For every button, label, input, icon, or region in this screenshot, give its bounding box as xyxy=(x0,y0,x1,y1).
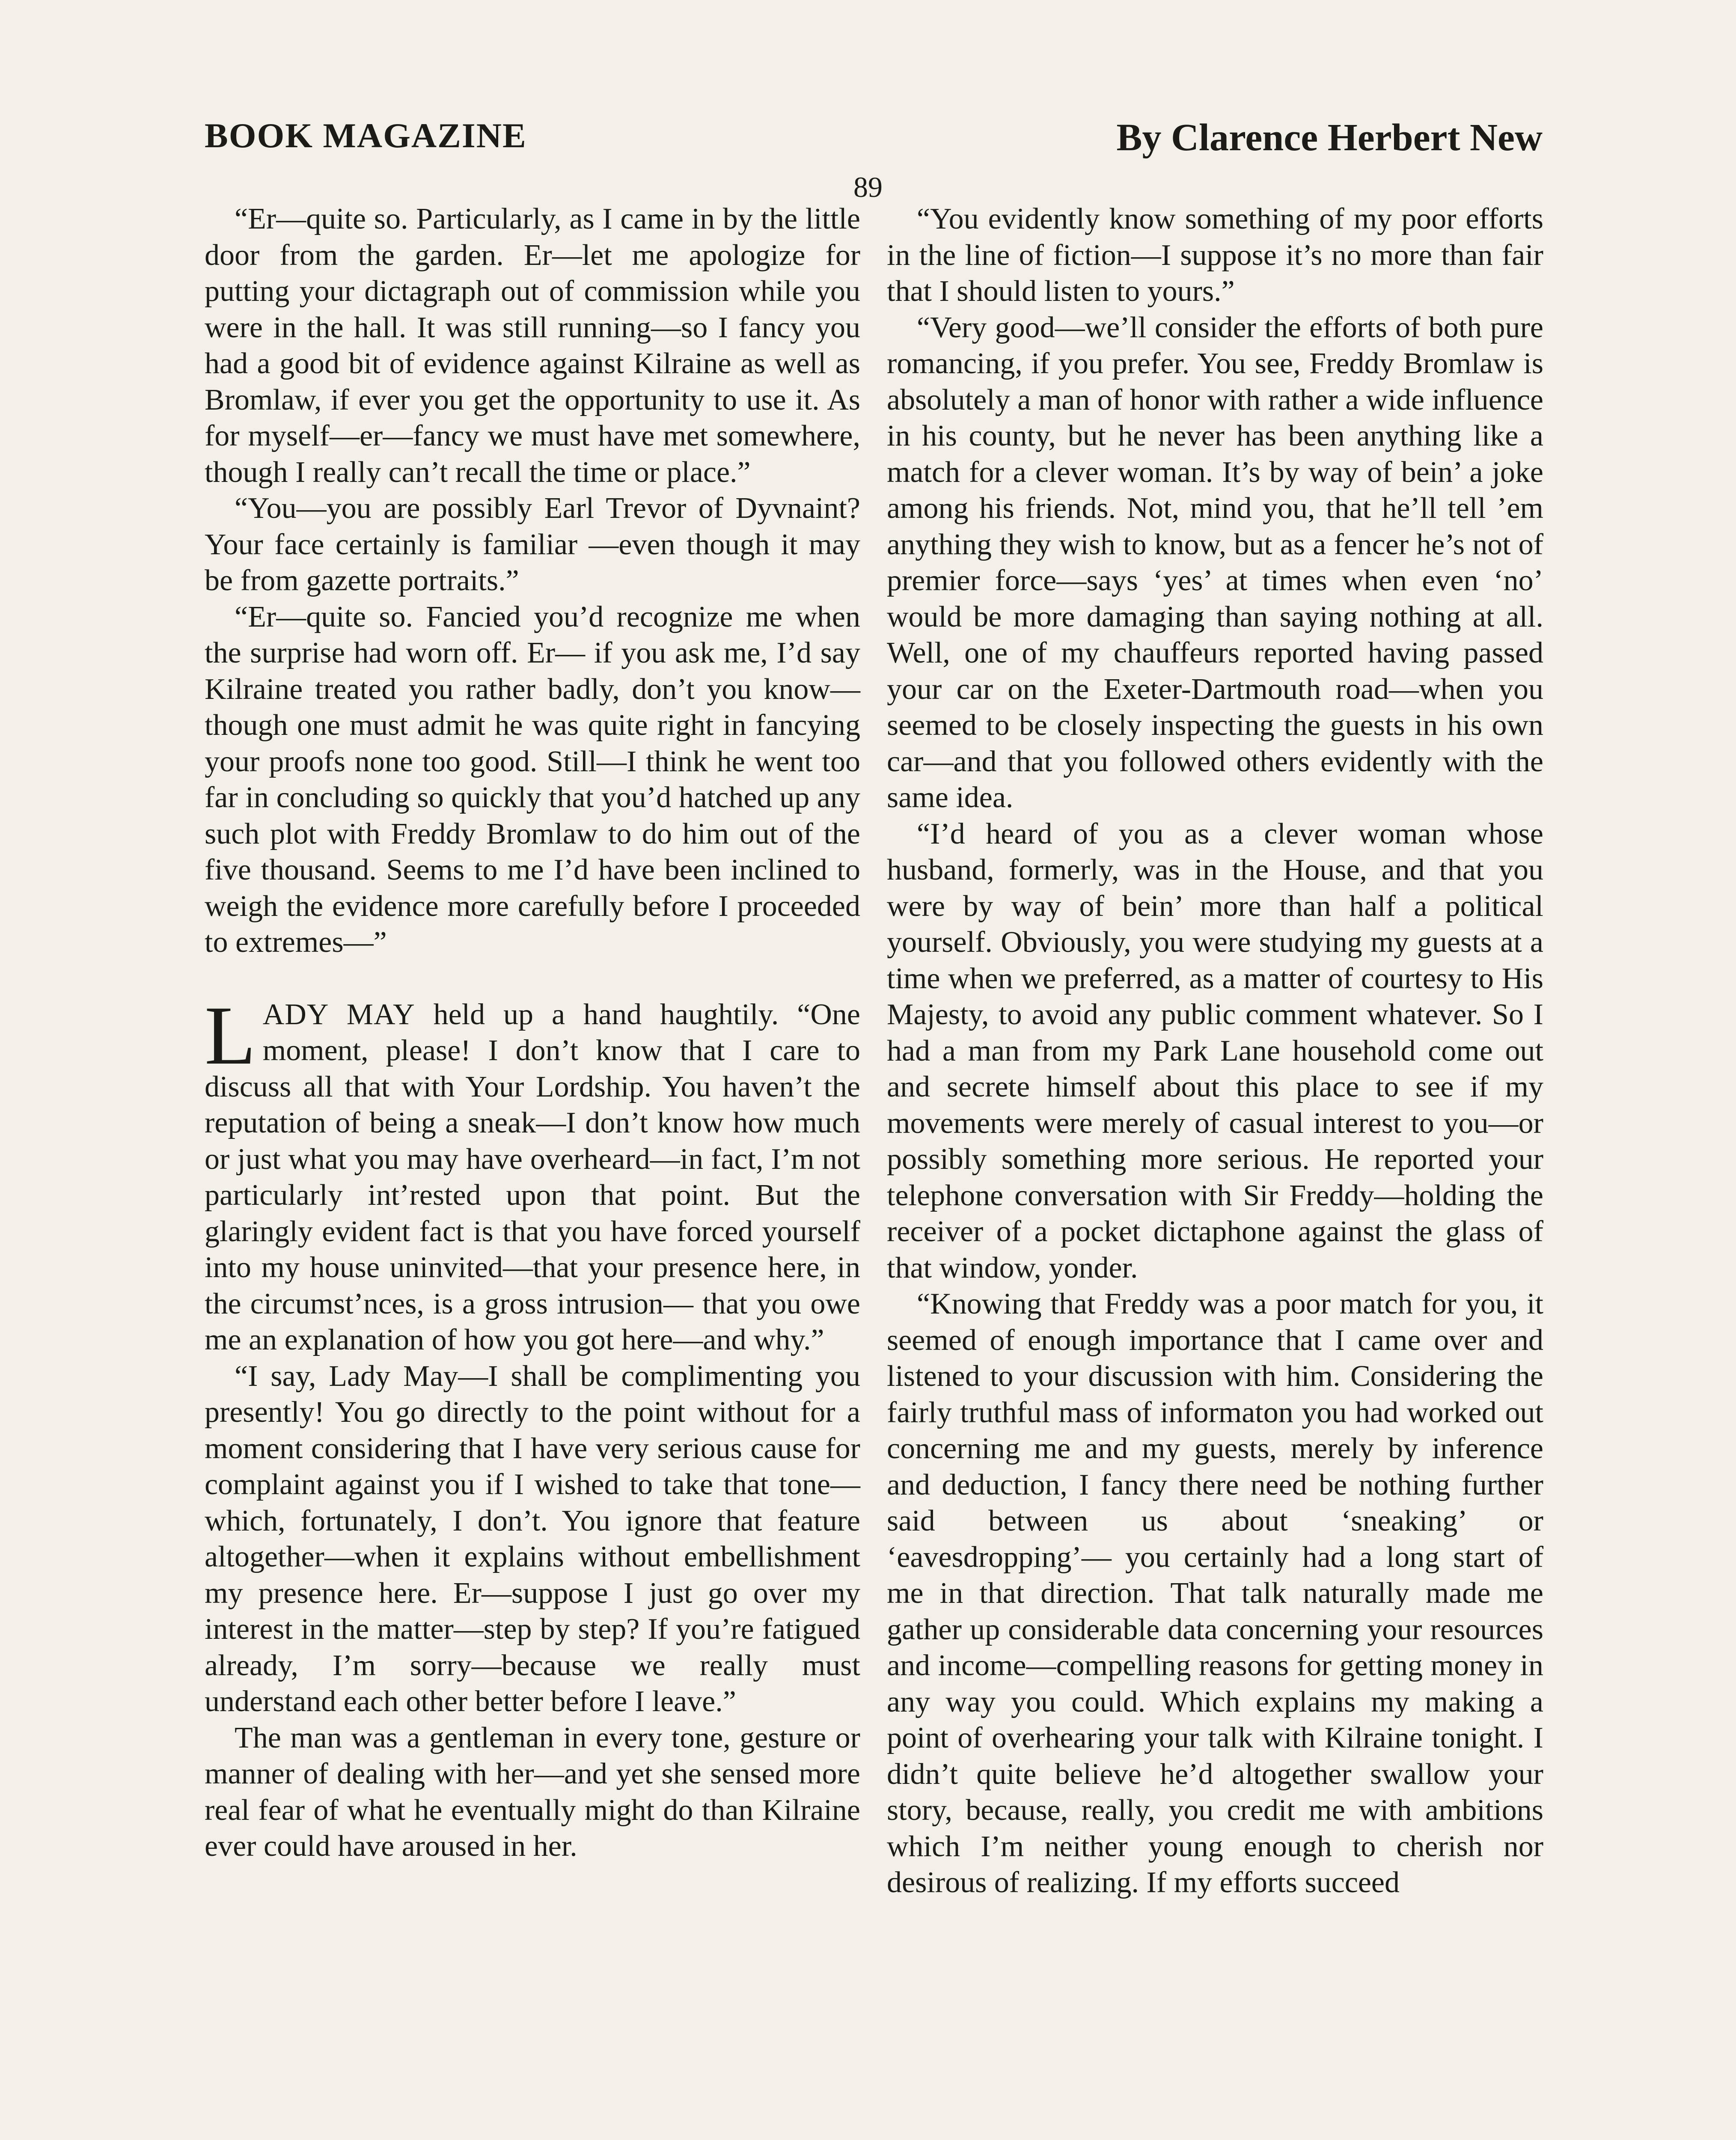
small-caps-opening: ADY MAY xyxy=(262,998,415,1031)
paragraph: “I’d heard of you as a clever woman whose husband, formerly, was in the House, and that you were by way of bein’ more than half a political yourself. Obviously, you were studying my guests at a time when we preferred, as a matter of courtesy to His Majesty, to avoid any public comment whatever. So I had a man from my Park Lane household come out and secrete himself about this place to see if my movements were merely of casual interest to you—or possibly something more serious. He reported your telephone conversation with Sir Freddy—holding the receiver of a pocket dictaphone against the glass of that window, yonder. xyxy=(887,817,1543,1284)
paragraph-text: held up a hand haughtily. “One moment, please! I don’t know that I care to discuss all that with Your Lordship. You haven’t the reputation of being a sneak—I don’t know how much or just what you may have overheard—in fact, I’m not particularly int’rested upon that point. But the glaringly evident fact is that you have forced yourself into my house uninvited—that your presence here, in the circumst’nces, is a gross intrusion— that you owe me an explanation of how you got here—and why.” xyxy=(205,998,860,1356)
paragraph: The man was a gentleman in every tone, gesture or manner of dealing with her—and yet she sensed more real fear of what he eventually might do than Kilraine ever could have aroused in her. xyxy=(205,1721,860,1863)
paragraph: “Er—quite so. Fancied you’d recognize me when the surprise had worn off. Er— if you ask me, I’d say Kilraine treated you rather badly, don’t you know—though one must admit he was quite right in fancying your proofs none too good. Still—I think he went too far in concluding so quickly that you’d hatched up any such plot with Freddy Bromlaw to do him out of the five thousand. Seems to me I’d have been inclined to weigh the evidence more carefully before I proceeded to extremes—” xyxy=(205,600,860,959)
paragraph: “I say, Lady May—I shall be complimenting you presently! You go directly to the point without for a moment considering that I have very serious cause for complaint against you if I wished to take that tone—which, fortunately, I don’t. You ignore that feature altogether—when it explains without embellishment my presence here. Er—suppose I just go over my interest in the matter—step by step? If you’re fatigued already, I’m sorry—because we really must understand each other better before I leave.” xyxy=(205,1359,860,1718)
paragraph: “You—you are possibly Earl Trevor of Dyvnaint? Your face certainly is familiar —even though it may be from gazette portraits.” xyxy=(205,492,860,597)
right-column xyxy=(887,201,1543,1901)
section-break xyxy=(205,961,860,997)
section-opening-paragraph xyxy=(205,989,860,1358)
running-head-left: BOOK MAGAZINE xyxy=(205,116,527,155)
paragraph: “Very good—we’ll consider the efforts of both pure romancing, if you prefer. You see, Freddy Bromlaw is absolutely a man of honor with rather a wide influence in his county, but he never has been anything like a match for a clever woman. It’s by way of bein’ a joke among his friends. Not, mind you, that he’ll tell ’em anything they wish to know, but as a fencer he’s not of premier force—says ‘yes’ at times when even ‘no’ would be more damaging than saying nothing at all. Well, one of my chauffeurs reported having passed your car on the Exeter-Dartmouth road—when you seemed to be closely inspecting the guests in his own car—and that you followed others evidently with the same idea. xyxy=(887,311,1543,814)
running-head-right: By Clarence Herbert New xyxy=(1116,116,1543,159)
drop-cap: L xyxy=(205,989,256,1082)
left-column xyxy=(205,201,860,1865)
paragraph: “Er—quite so. Particularly, as I came in by the little door from the garden. Er—let me apologize for putting your dictagraph out of commission while you were in the hall. It was still running—so I fancy you had a good bit of evidence against Kilraine as well as Bromlaw, if ever you get the opportunity to use it. As for myself—er—fancy we must have met somewhere, though I really can’t recall the time or place.” xyxy=(205,202,860,489)
paragraph: “You evidently know something of my poor efforts in the line of fiction—I suppose it’s no more than fair that I should listen to yours.” xyxy=(887,202,1543,308)
paragraph: “Knowing that Freddy was a poor match for you, it seemed of enough importance that I came over and listened to your discussion with him. Considering the fairly truthful mass of informaton you had worked out concerning me and my guests, merely by inference and deduction, I fancy there need be nothing further said between us about ‘sneaking’ or ‘eavesdropping’— you certainly had a long start of me in that direction. That talk naturally made me gather up considerable data concerning your resources and income—compelling reasons for getting money in any way you could. Which explains my making a point of overhearing your talk with Kilraine tonight. I didn’t quite believe he’d altogether swallow your story, because, really, you credit me with ambitions which I’m neither young enough to cherish nor desirous of realizing. If my efforts succeed xyxy=(887,1287,1543,1899)
page-number: 89 xyxy=(853,171,883,203)
